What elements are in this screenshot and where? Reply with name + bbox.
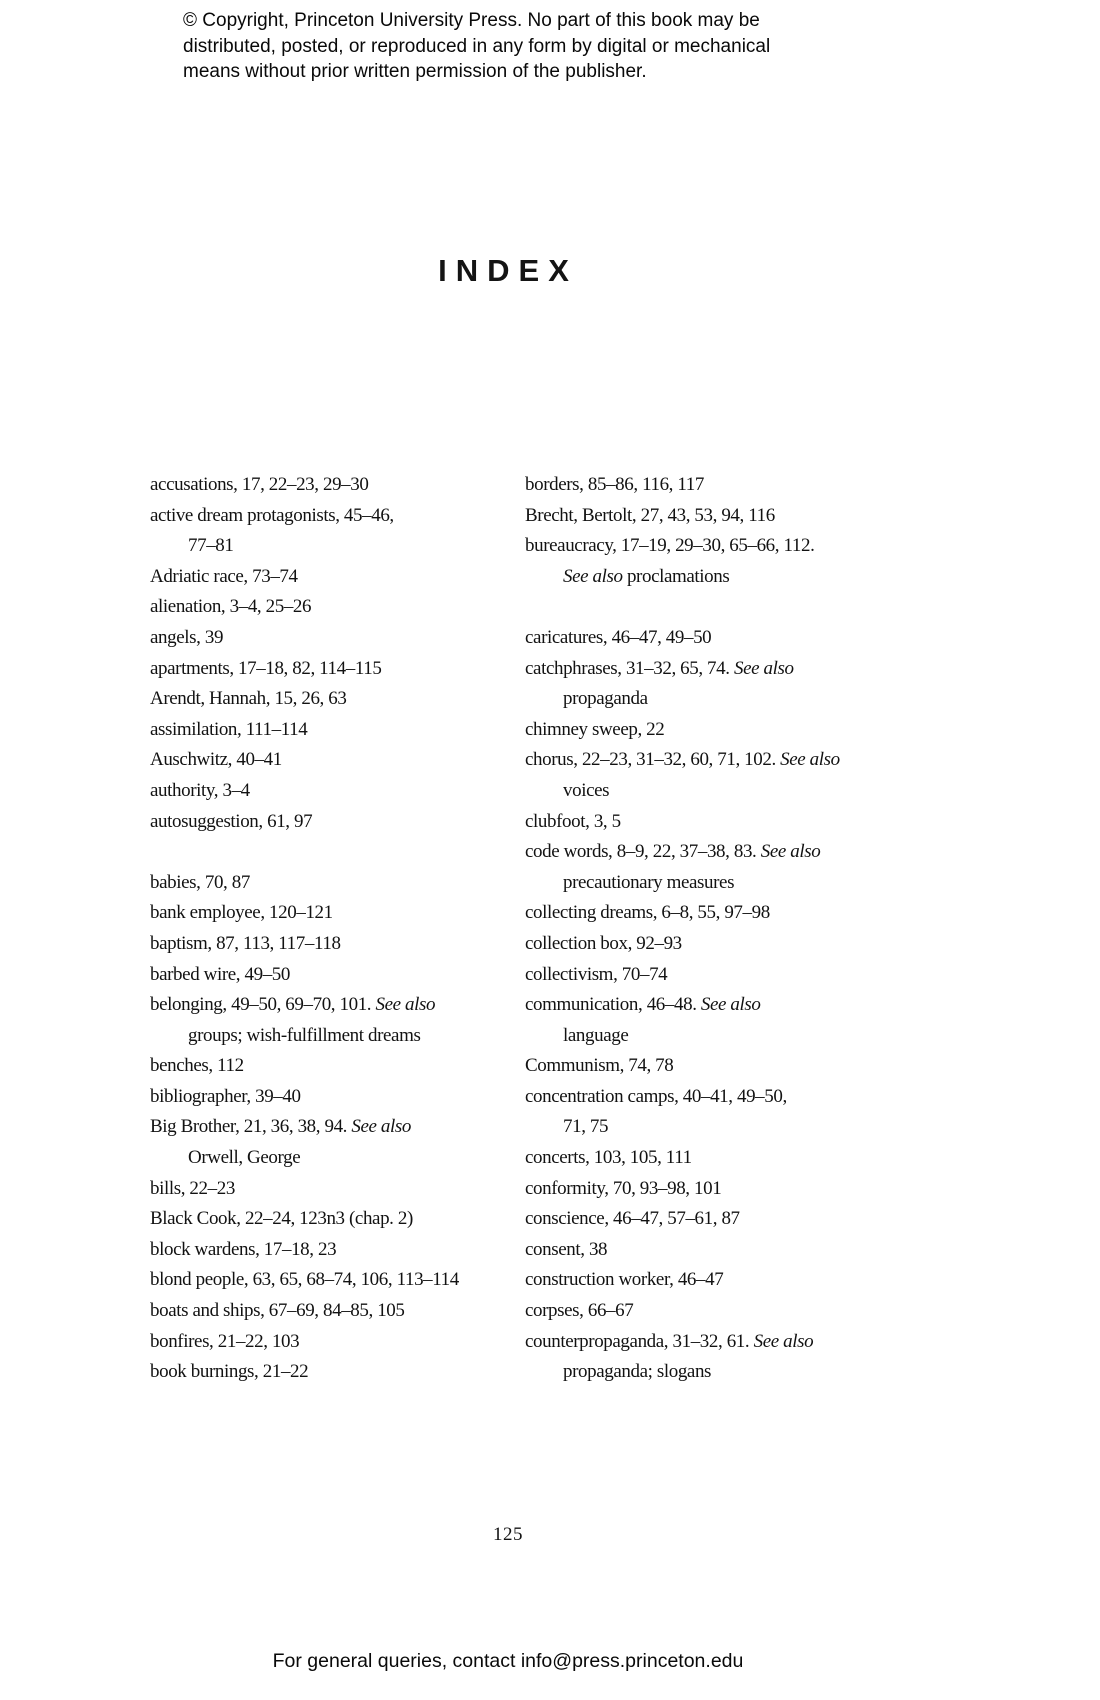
index-entry-line: alienation, 3–4, 25–26 [150, 596, 312, 618]
index-entry-line: book burnings, 21–22 [150, 1361, 309, 1383]
index-entry-line: caricatures, 46–47, 49–50 [525, 626, 712, 648]
index-entry [150, 654, 525, 685]
index-entry [525, 990, 955, 1051]
index-entry [150, 1357, 525, 1388]
index-entry [525, 1051, 955, 1082]
index-entry-line: construction worker, 46–47 [525, 1269, 724, 1291]
index-entry [150, 1051, 525, 1082]
index-entry [150, 990, 525, 1051]
index-column-left [150, 470, 525, 1388]
index-entry [150, 1327, 525, 1358]
index-entry [150, 684, 525, 715]
index-entry [150, 929, 525, 960]
index-entry-line: Communism, 74, 78 [525, 1055, 674, 1077]
index-entry-line: baptism, 87, 113, 117–118 [150, 932, 341, 954]
index-entry-line: accusations, 17, 22–23, 29–30 [150, 474, 369, 495]
index-entry-line: benches, 112 [150, 1055, 244, 1077]
index-entry-line: autosuggestion, 61, 97 [150, 810, 313, 832]
index-entry [150, 1174, 525, 1205]
index-entry-line: clubfoot, 3, 5 [525, 810, 621, 832]
index-entry [150, 1082, 525, 1113]
page-title: INDEX [438, 252, 578, 288]
copyright-notice [183, 8, 770, 85]
index-entry-line: blond people, 63, 65, 68–74, 106, 113–114 [150, 1269, 459, 1291]
index-entry [525, 654, 955, 715]
index-entry-line: bibliographer, 39–40 [150, 1085, 301, 1107]
index-entry-line: counterpropaganda, 31–32, 61. See also [525, 1330, 814, 1352]
index-entry [525, 1082, 955, 1143]
index-entry [150, 960, 525, 991]
index-entry-line: bureaucracy, 17–19, 29–30, 65–66, 112. [525, 535, 815, 557]
index-entry [150, 1204, 525, 1235]
index-entry-line: catchphrases, 31–32, 65, 74. See also [525, 657, 794, 679]
index-entry-line: authority, 3–4 [150, 779, 250, 801]
index-entry [150, 745, 525, 776]
copyright-line: © Copyright, Princeton University Press. No part of this book may be [183, 10, 760, 31]
index-entry-continuation: See also proclamations [563, 565, 730, 587]
index-entry-line: babies, 70, 87 [150, 871, 250, 893]
index-entry-line: block wardens, 17–18, 23 [150, 1238, 337, 1260]
index-entry-line: collecting dreams, 6–8, 55, 97–98 [525, 902, 770, 924]
index-entry-line: code words, 8–9, 22, 37–38, 83. See also [525, 841, 821, 863]
index-entry [525, 745, 955, 806]
index-entry-line: Arendt, Hannah, 15, 26, 63 [150, 688, 347, 710]
index-entry-line: chimney sweep, 22 [525, 718, 665, 740]
index-group [525, 623, 955, 1388]
index-columns [150, 470, 955, 1388]
index-entry [525, 898, 955, 929]
index-entry [525, 531, 955, 592]
index-entry-continuation: Orwell, George [188, 1147, 301, 1169]
index-entry [150, 807, 525, 838]
index-entry [525, 929, 955, 960]
index-entry [150, 1112, 525, 1173]
page-number: 125 [493, 1524, 523, 1545]
index-entry [150, 1296, 525, 1327]
index-entry [150, 623, 525, 654]
index-entry [525, 470, 955, 501]
index-entry-line: boats and ships, 67–69, 84–85, 105 [150, 1300, 405, 1322]
index-entry-continuation: 71, 75 [563, 1116, 609, 1138]
index-entry-line: Black Cook, 22–24, 123n3 (chap. 2) [150, 1208, 413, 1230]
copyright-line: means without prior written permission of the publisher. [183, 61, 647, 82]
index-entry-line: concentration camps, 40–41, 49–50, [525, 1085, 787, 1107]
index-entry-line: Auschwitz, 40–41 [150, 749, 282, 771]
index-entry-line: conscience, 46–47, 57–61, 87 [525, 1208, 740, 1230]
index-entry-line: Adriatic race, 73–74 [150, 565, 298, 587]
index-entry-line: conformity, 70, 93–98, 101 [525, 1177, 722, 1199]
index-entry-line: consent, 38 [525, 1238, 608, 1260]
index-entry [150, 470, 525, 501]
index-column-right [525, 470, 955, 1388]
index-entry-line: assimilation, 111–114 [150, 718, 308, 740]
index-entry [525, 1204, 955, 1235]
index-entry [525, 960, 955, 991]
index-entry [150, 715, 525, 746]
index-entry-line: chorus, 22–23, 31–32, 60, 71, 102. See also [525, 749, 840, 771]
index-entry-continuation: propaganda [563, 688, 648, 710]
index-entry [150, 1235, 525, 1266]
index-entry [150, 776, 525, 807]
index-entry-line: collectivism, 70–74 [525, 963, 668, 985]
index-entry [525, 623, 955, 654]
index-group [525, 470, 955, 592]
index-entry-line: borders, 85–86, 116, 117 [525, 474, 704, 495]
index-entry-continuation: 77–81 [188, 535, 234, 557]
index-entry [525, 1265, 955, 1296]
index-entry-continuation: language [563, 1024, 629, 1046]
index-entry-line: barbed wire, 49–50 [150, 963, 291, 985]
index-entry-line: Brecht, Bertolt, 27, 43, 53, 94, 116 [525, 504, 775, 526]
index-group [150, 470, 525, 837]
index-entry [525, 807, 955, 838]
index-entry [525, 1296, 955, 1327]
index-entry-line: Big Brother, 21, 36, 38, 94. See also [150, 1116, 411, 1138]
index-entry [525, 715, 955, 746]
index-entry [525, 1327, 955, 1388]
copyright-line: distributed, posted, or reproduced in any form by digital or mechanical [183, 35, 771, 57]
index-entry-line: corpses, 66–67 [525, 1300, 634, 1322]
index-entry [150, 1265, 525, 1296]
index-entry [525, 1174, 955, 1205]
index-entry-line: active dream protagonists, 45–46, [150, 504, 394, 526]
footer-contact: For general queries, contact info@press.princeton.edu [272, 1650, 744, 1672]
index-entry [525, 837, 955, 898]
index-entry-continuation: precautionary measures [563, 871, 735, 893]
index-entry [150, 868, 525, 899]
index-entry-line: apartments, 17–18, 82, 114–115 [150, 657, 382, 679]
index-entry [150, 898, 525, 929]
index-entry-line: bank employee, 120–121 [150, 902, 333, 924]
index-entry [150, 562, 525, 593]
index-entry [525, 1235, 955, 1266]
index-entry-continuation: propaganda; slogans [563, 1361, 712, 1383]
index-entry-continuation: groups; wish-fulfillment dreams [188, 1024, 421, 1046]
index-entry-line: belonging, 49–50, 69–70, 101. See also [150, 994, 436, 1016]
index-entry-line: angels, 39 [150, 626, 224, 648]
index-entry-line: concerts, 103, 105, 111 [525, 1147, 692, 1169]
index-entry-line: bonfires, 21–22, 103 [150, 1330, 300, 1352]
index-entry-line: communication, 46–48. See also [525, 994, 761, 1016]
index-entry-line: collection box, 92–93 [525, 932, 682, 954]
index-entry-continuation: voices [563, 779, 610, 801]
index-entry [150, 501, 525, 562]
index-entry [525, 1143, 955, 1174]
index-entry [525, 501, 955, 532]
index-entry [150, 592, 525, 623]
index-entry-line: bills, 22–23 [150, 1177, 235, 1199]
index-group [150, 868, 525, 1388]
